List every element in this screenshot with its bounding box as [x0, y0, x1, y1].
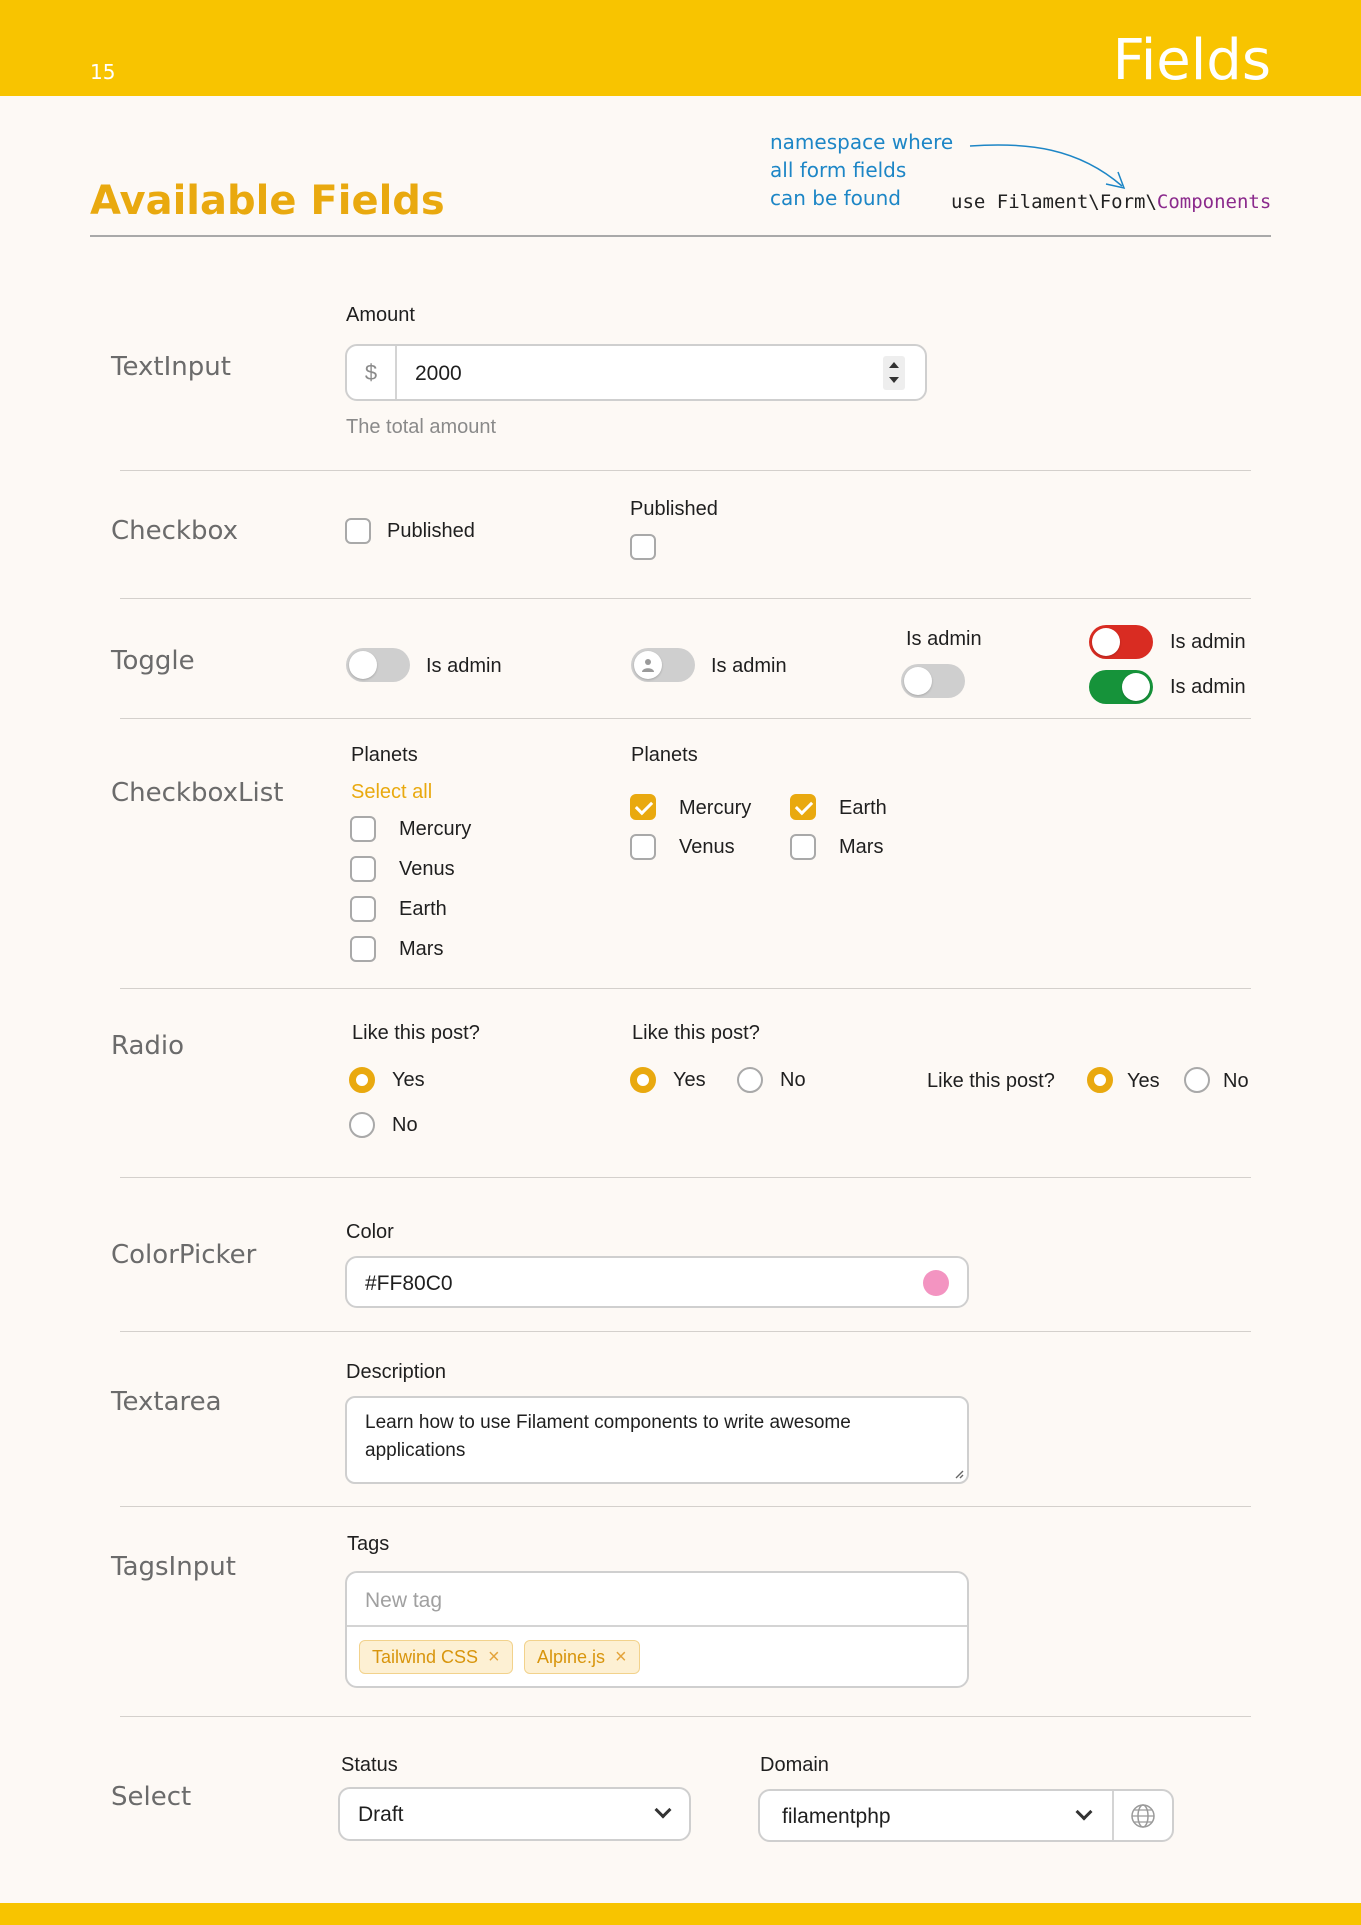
close-icon[interactable]: ×: [615, 1645, 627, 1668]
status-select[interactable]: [338, 1787, 691, 1841]
color-label: Color: [346, 1221, 394, 1243]
domain-suffix: [1112, 1791, 1172, 1840]
number-stepper[interactable]: [883, 356, 905, 390]
radio-no[interactable]: [349, 1112, 375, 1138]
chevron-down-icon: [655, 1802, 672, 1819]
tag-chip: [524, 1640, 640, 1674]
planet-checkbox[interactable]: [630, 834, 656, 860]
section-name-tagsinput: TagsInput: [111, 1552, 236, 1582]
published-stacked-label: Published: [630, 498, 718, 520]
radio-no-label: No: [392, 1114, 418, 1136]
section-name-checkboxlist: CheckboxList: [111, 778, 284, 808]
radio-no[interactable]: [1184, 1067, 1210, 1093]
tag-label: Alpine.js: [537, 1646, 606, 1667]
user-icon: [640, 657, 656, 673]
status-label: Status: [341, 1754, 398, 1776]
section-divider: [120, 1716, 1251, 1717]
domain-label: Domain: [760, 1754, 829, 1776]
toggle-knob: [349, 651, 377, 679]
chapter-title: Fields: [1112, 28, 1271, 93]
toggle-knob: [634, 651, 662, 679]
amount-hint: The total amount: [346, 416, 497, 438]
is-admin-stacked-label: Is admin: [906, 628, 982, 650]
namespace-code: [951, 191, 1271, 213]
radio-yes-label: Yes: [392, 1069, 425, 1091]
is-admin-on-toggle[interactable]: [1089, 670, 1153, 704]
header-bar: [0, 0, 1361, 96]
section-name-select: Select: [111, 1782, 192, 1812]
toggle-knob: [1122, 673, 1150, 701]
planet-label: Mars: [399, 938, 444, 960]
tags-separator: [347, 1625, 967, 1627]
section-divider: [120, 988, 1251, 989]
domain-select[interactable]: [758, 1789, 1174, 1842]
description-line: Learn how to use Filament components to write awesome: [365, 1412, 851, 1433]
section-name-colorpicker: ColorPicker: [111, 1240, 257, 1270]
tag-label: Tailwind CSS: [372, 1646, 479, 1667]
section-name-textarea: Textarea: [111, 1387, 222, 1417]
planet-label: Mercury: [679, 797, 752, 819]
section-divider: [120, 1177, 1251, 1178]
note-arrow-icon: [968, 138, 1128, 198]
page-title: Available Fields: [90, 178, 445, 224]
note-line: namespace where: [770, 130, 954, 154]
section-name-radio: Radio: [111, 1031, 185, 1061]
section-divider: [120, 470, 1251, 471]
planet-label: Earth: [399, 898, 447, 920]
is-admin-toggle-with-icon[interactable]: [631, 648, 695, 682]
is-admin-label: Is admin: [1170, 631, 1246, 653]
planet-label: Mars: [839, 836, 884, 858]
globe-icon: [1130, 1803, 1156, 1829]
color-input[interactable]: [345, 1256, 969, 1308]
note-line: all form fields: [770, 158, 907, 182]
is-admin-label: Is admin: [711, 655, 787, 677]
radio-yes[interactable]: [630, 1067, 656, 1093]
like-post-label: Like this post?: [632, 1022, 760, 1044]
section-name-textinput: TextInput: [111, 352, 231, 382]
footer-bar: [0, 1903, 1361, 1925]
color-swatch[interactable]: [923, 1270, 949, 1296]
page-number: 15: [90, 60, 116, 84]
radio-no-label: No: [780, 1069, 806, 1091]
domain-value: filamentphp: [782, 1805, 891, 1828]
status-value: Draft: [358, 1803, 404, 1826]
title-divider: [90, 235, 1271, 237]
planets-grid-label: Planets: [631, 744, 698, 766]
description-line: applications: [365, 1440, 466, 1461]
planet-checkbox[interactable]: [350, 856, 376, 882]
close-icon[interactable]: ×: [488, 1645, 500, 1668]
amount-label: Amount: [346, 304, 415, 326]
like-post-inline-label: Like this post?: [927, 1070, 1055, 1092]
toggle-knob: [904, 667, 932, 695]
code-prefix: use Filament\Form\: [951, 191, 1157, 213]
is-admin-off-toggle[interactable]: [1089, 625, 1153, 659]
radio-yes-label: Yes: [1127, 1070, 1160, 1092]
planet-checkbox[interactable]: [350, 896, 376, 922]
code-highlight: Components: [1156, 191, 1272, 213]
is-admin-label: Is admin: [426, 655, 502, 677]
published-stacked-checkbox[interactable]: [630, 534, 656, 560]
radio-yes[interactable]: [1087, 1067, 1113, 1093]
chevron-down-icon: [1076, 1804, 1093, 1821]
planet-label: Venus: [679, 836, 735, 858]
radio-no-label: No: [1223, 1070, 1249, 1092]
published-label: Published: [387, 520, 475, 542]
section-name-toggle: Toggle: [111, 646, 195, 676]
planet-checkbox[interactable]: [790, 834, 816, 860]
section-divider: [120, 598, 1251, 599]
amount-prefix: $: [347, 346, 397, 399]
tags-input[interactable]: [345, 1571, 969, 1688]
section-divider: [120, 1506, 1251, 1507]
tags-label: Tags: [347, 1533, 390, 1555]
amount-value: 2000: [415, 362, 462, 385]
planet-checkbox[interactable]: [350, 936, 376, 962]
published-checkbox[interactable]: [345, 518, 371, 544]
section-name-checkbox: Checkbox: [111, 516, 238, 546]
planet-checkbox-checked[interactable]: [790, 794, 816, 820]
description-textarea[interactable]: [345, 1396, 969, 1484]
is-admin-stacked-toggle[interactable]: [901, 664, 965, 698]
toggle-knob: [1092, 628, 1120, 656]
section-divider: [120, 718, 1251, 719]
note-line: can be found: [770, 186, 901, 210]
planet-label: Mercury: [399, 818, 472, 840]
description-label: Description: [346, 1361, 447, 1383]
new-tag-placeholder[interactable]: New tag: [365, 1589, 443, 1612]
is-admin-toggle[interactable]: [346, 648, 410, 682]
planets-label: Planets: [351, 744, 418, 766]
radio-yes-label: Yes: [673, 1069, 706, 1091]
tag-chip: [359, 1640, 513, 1674]
like-post-label: Like this post?: [352, 1022, 480, 1044]
radio-yes[interactable]: [349, 1067, 375, 1093]
planet-label: Earth: [839, 797, 887, 819]
is-admin-label: Is admin: [1170, 676, 1246, 698]
planet-checkbox-checked[interactable]: [630, 794, 656, 820]
section-divider: [120, 1331, 1251, 1332]
amount-input[interactable]: [345, 344, 927, 401]
resize-handle-icon[interactable]: [954, 1469, 964, 1479]
radio-no[interactable]: [737, 1067, 763, 1093]
planet-checkbox[interactable]: [350, 816, 376, 842]
planet-label: Venus: [399, 858, 455, 880]
select-all-link[interactable]: Select all: [351, 781, 433, 803]
color-value: #FF80C0: [365, 1272, 453, 1295]
